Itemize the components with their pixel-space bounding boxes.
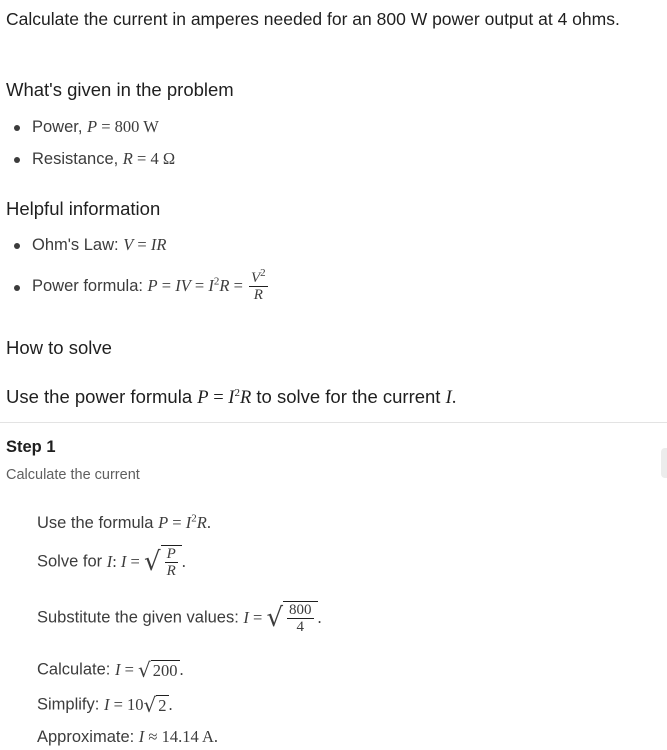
step-line-calculate: Calculate: I = √ 200 . xyxy=(37,658,184,682)
sqrt-p-over-r: √ $\frac{P}{R}$ xyxy=(144,545,182,579)
bullet-dot-icon xyxy=(14,285,20,291)
divider xyxy=(0,422,667,423)
sqrt-2: √ 2 xyxy=(143,693,167,717)
step-line-approximate: Approximate: I ≈ 14.14 A. xyxy=(37,727,218,746)
step-subtitle: Calculate the current xyxy=(6,467,140,483)
step-line-solve: Solve for I: I = √ $\frac{P}{R}$ . xyxy=(37,546,186,579)
bullet-dot-icon xyxy=(14,243,20,249)
bullet-dot-icon xyxy=(14,125,20,131)
how-heading: How to solve xyxy=(6,337,112,358)
sqrt-800-over-4: √ $\frac{800}{4}$ xyxy=(266,601,317,635)
helpful-heading: Helpful information xyxy=(6,198,161,219)
bullet-dot-icon xyxy=(14,157,20,163)
step-title: Step 1 xyxy=(6,438,56,456)
sqrt-200: √ 200 xyxy=(138,658,178,682)
how-instruction: Use the power formula $P = I^2R$ to solve for the current I. xyxy=(6,386,457,408)
step-line-substitute: Substitute the given values: I = √ $\frac{800}{4}$ . xyxy=(37,602,322,635)
step-line-simplify: Simplify: I = 10√ 2 . xyxy=(37,693,173,717)
step-line-use-formula: Use the formula $P = I^2R$. xyxy=(37,512,211,532)
fraction-v2-over-r: $\frac{V^2}{R}$ xyxy=(251,267,266,303)
given-heading: What's given in the problem xyxy=(6,79,234,100)
question-text: Calculate the current in amperes needed for an 800 W power output at 4 ohms. xyxy=(6,9,620,29)
scroll-handle[interactable] xyxy=(661,448,667,478)
